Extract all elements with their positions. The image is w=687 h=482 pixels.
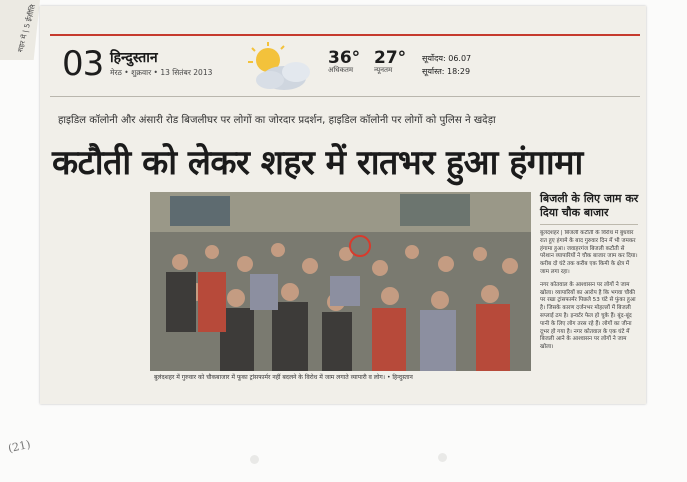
masthead-red-rule — [50, 34, 640, 36]
newspaper-name: हिन्दुस्तान — [110, 50, 158, 66]
protest-crowd-photo — [150, 192, 531, 385]
sunrise: सूर्योदय: 06.07 — [422, 54, 472, 63]
torn-adjacent-clipping — [0, 0, 40, 60]
max-temp — [328, 48, 360, 75]
dateline: मेरठ • शुक्रवार • 13 सितंबर 2013 — [110, 68, 213, 77]
masthead-divider — [50, 96, 640, 97]
max-temp-value: 36° — [328, 48, 361, 68]
crowd-photo-image — [150, 192, 531, 371]
handwritten-margin-note: (21) — [6, 437, 32, 456]
sun-times — [422, 52, 471, 78]
page-number: 03 — [62, 44, 104, 84]
photo-caption: बुलंदशहर में गुरुवार को चौकबाजार में फूका ट्रांसफार्मर नहीं बदलने के विरोध में जाम लगाते व्यापारी व लोग। • हिन्दुस्तान — [150, 371, 531, 385]
weather-icon — [240, 40, 322, 96]
sunset: सूर्यास्त: 18:29 — [422, 67, 471, 76]
article-body — [540, 230, 638, 398]
min-temp-label: न्यूनतम — [374, 66, 393, 74]
article-kicker: हाइडिल कॉलोनी और अंसारी रोड बिजलीघर पर लोगों का जोरदार प्रदर्शन, हाइडिल कॉलोनी पर लोगों को पुलिस ने खदेड़ा — [58, 115, 496, 126]
body-paragraph: बुलंदशहर | बिजली कटौती के विरोध में बुधवार रात हुए हंगामे के बाद गुरुवार दिन में भी जमकर हंगामा हुआ। जवाहरगंज बिजली कटौती से परेशान व्यापारियों ने चौक बाजार जाम कर दिया। करीब दो घंटे तक करीब एक किमी के क्षेत्र में जाम लगा रहा। — [540, 230, 638, 275]
side-headline: बिजली के लिए जाम कर दिया चौक बाजार — [540, 192, 639, 219]
min-temp — [374, 48, 406, 75]
scrap-text: शहर में | 5 ईज़ीलि — [16, 3, 38, 53]
article-headline: कटौती को लेकर शहर में रातभर हुआ हंगामा — [52, 143, 583, 183]
max-temp-label: अधिकतम — [328, 66, 354, 74]
side-divider — [540, 224, 638, 225]
min-temp-value: 27° — [374, 48, 407, 68]
punch-hole — [438, 453, 447, 462]
body-paragraph: नगर कोतवाल के आश्वासन पर लोगों ने जाम खोला। व्यापारियों का आरोप है कि भगवा चौकी पर रखा ट्रांसफार्मर पिछले 53 घंटे से फुंका हुआ है। जिसके कारण दर्जनभर मोहल्लों में बिजली सप्लाई ठप है। इन्वर्टर फेल हो चुके हैं। बूंद-बूंद पानी के लिए लोग तरस रहे हैं। लोगों का जीना दूभर हो गया है। नगर कोतवाल के एक घंटे में बिजली आने के आश्वासन पर लोगों ने जाम खोला। — [540, 281, 636, 351]
punch-hole — [250, 455, 259, 464]
